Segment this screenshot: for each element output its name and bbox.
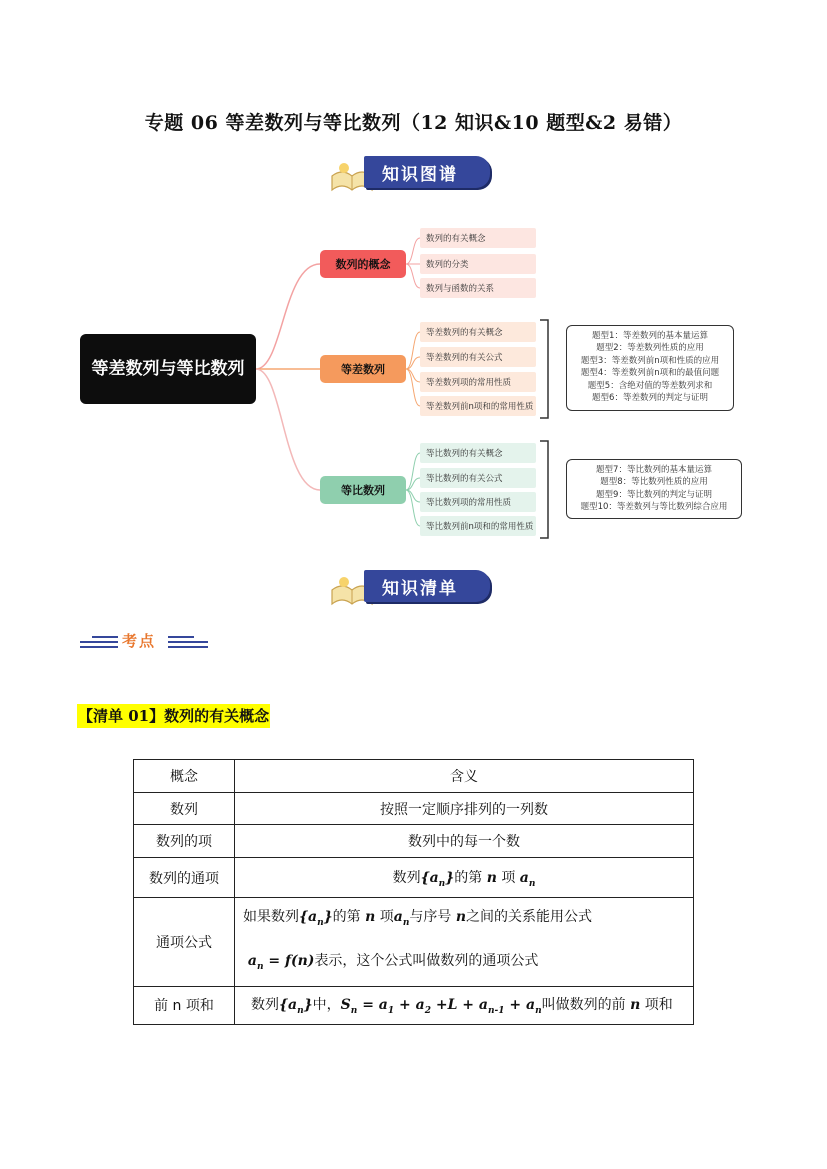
text-fragment: 中， [312, 997, 341, 1014]
geometric-question-types [566, 459, 742, 519]
decorative-lines-right [168, 630, 210, 652]
question-type: 题型1：等差数列的基本量运算 [592, 331, 708, 341]
meaning-cell [235, 858, 694, 898]
table-row [134, 898, 694, 987]
formula-n: n [365, 909, 376, 925]
question-type: 题型7：等比数列的基本量运算 [596, 465, 712, 475]
text-fragment: 之间的关系能用公式 [466, 909, 592, 925]
term-cell: 数列的项 [134, 825, 235, 858]
table-header: 概念 [134, 760, 235, 793]
leaf-item: 等比数列的有关公式 [420, 468, 536, 488]
text-fragment: 数列 [392, 869, 421, 886]
mind-map [78, 222, 758, 544]
table-row [134, 986, 694, 1024]
table-row [134, 858, 694, 898]
term-cell: 前 n 项和 [134, 986, 235, 1024]
formula-an: $a_n$ [519, 869, 536, 889]
leaf-item: 数列与函数的关系 [420, 278, 536, 298]
leaf-item: 等差数列项的常用性质 [420, 372, 536, 392]
table-row [134, 793, 694, 825]
leaf-item: 等差数列的有关概念 [420, 322, 536, 342]
term-cell: 数列 [134, 793, 235, 825]
question-type: 题型2：等差数列性质的应用 [596, 343, 704, 354]
question-type: 题型4：等差数列前n项和的最值问题 [580, 368, 720, 379]
kaodian-header [80, 630, 210, 652]
text-fragment: 项 [501, 869, 516, 886]
formula-sequence: $\{a_n\}$ [279, 997, 313, 1016]
formula-sequence: $\{a_n\}$ [299, 909, 333, 928]
table-row [134, 825, 694, 858]
kaodian-label: 考点 [122, 632, 157, 650]
text-fragment: 项和 [644, 997, 673, 1014]
question-type: 题型3：等差数列前n项和性质的应用 [580, 355, 720, 366]
leaf-item: 数列的分类 [420, 254, 536, 274]
leaf-item: 数列的有关概念 [420, 228, 536, 248]
leaf-item: 等差数列的有关公式 [420, 347, 536, 367]
question-type: 题型10：等差数列与等比数列综合应用 [580, 502, 728, 513]
term-cell: 通项公式 [134, 898, 235, 987]
question-type: 题型5：含绝对值的等差数列求和 [587, 380, 713, 391]
banner-label: 知识图谱 [382, 165, 458, 185]
text-fragment: 数列 [251, 997, 279, 1014]
table-header-row [134, 760, 694, 793]
question-type: 题型8：等比数列性质的应用 [600, 477, 708, 488]
text-fragment: 叫做数列的前 [541, 997, 626, 1014]
knowledge-map-banner [330, 150, 500, 194]
formula-sum: $S_n = a_1 + a_2 +L + a_{n-1} + a_n$ [340, 997, 542, 1016]
mind-map-root: 等差数列与等比数列 [80, 334, 256, 404]
branch-sequence-concept: 数列的概念 [320, 250, 406, 278]
arithmetic-question-types [566, 325, 734, 411]
formula-n: n [630, 997, 641, 1014]
text-fragment: 与序号 [409, 909, 452, 925]
meaning-cell: 数列中的每一个数 [235, 825, 694, 858]
term-cell: 数列的通项 [134, 858, 235, 898]
formula-sequence: $\{a_n\}$ [420, 869, 455, 889]
concept-table [133, 759, 694, 1025]
section-title: 【清单 01】数列的有关概念 [77, 704, 270, 728]
document-title: 专题 06 等差数列与等比数列（12 知识&10 题型&2 易错） [144, 112, 683, 134]
leaf-item: 等比数列前n项和的常用性质 [420, 516, 536, 536]
text-fragment: 的第 [454, 869, 483, 886]
text-fragment: 项 [379, 909, 394, 925]
leaf-item: 等比数列的有关概念 [420, 443, 536, 463]
meaning-cell: 按照一定顺序排列的一列数 [235, 793, 694, 825]
table-header: 含义 [235, 760, 694, 793]
decorative-lines-left [80, 630, 120, 652]
leaf-item: 等差数列前n项和的常用性质 [420, 396, 536, 416]
question-type: 题型6：等差数列的判定与证明 [592, 393, 708, 404]
formula-an: $a_n$ [393, 909, 410, 928]
banner-label: 知识清单 [382, 579, 458, 599]
meaning-line [243, 942, 693, 986]
formula-n: n [486, 869, 497, 886]
knowledge-list-banner [330, 564, 500, 608]
leaf-item: 等比数列项的常用性质 [420, 492, 536, 512]
question-type: 题型9：等比数列的判定与证明 [596, 489, 712, 500]
formula-general-term: $a_n = f(n)$ [243, 952, 315, 972]
formula-n: n [455, 909, 466, 925]
meaning-line [243, 898, 693, 942]
text-fragment: 表示，这个公式叫做数列的通项公式 [314, 952, 539, 969]
meaning-cell [235, 986, 694, 1024]
text-fragment: 的第 [332, 909, 361, 925]
branch-geometric-sequence: 等比数列 [320, 476, 406, 504]
meaning-cell [235, 898, 694, 987]
text-fragment: 如果数列 [243, 909, 299, 925]
branch-arithmetic-sequence: 等差数列 [320, 355, 406, 383]
